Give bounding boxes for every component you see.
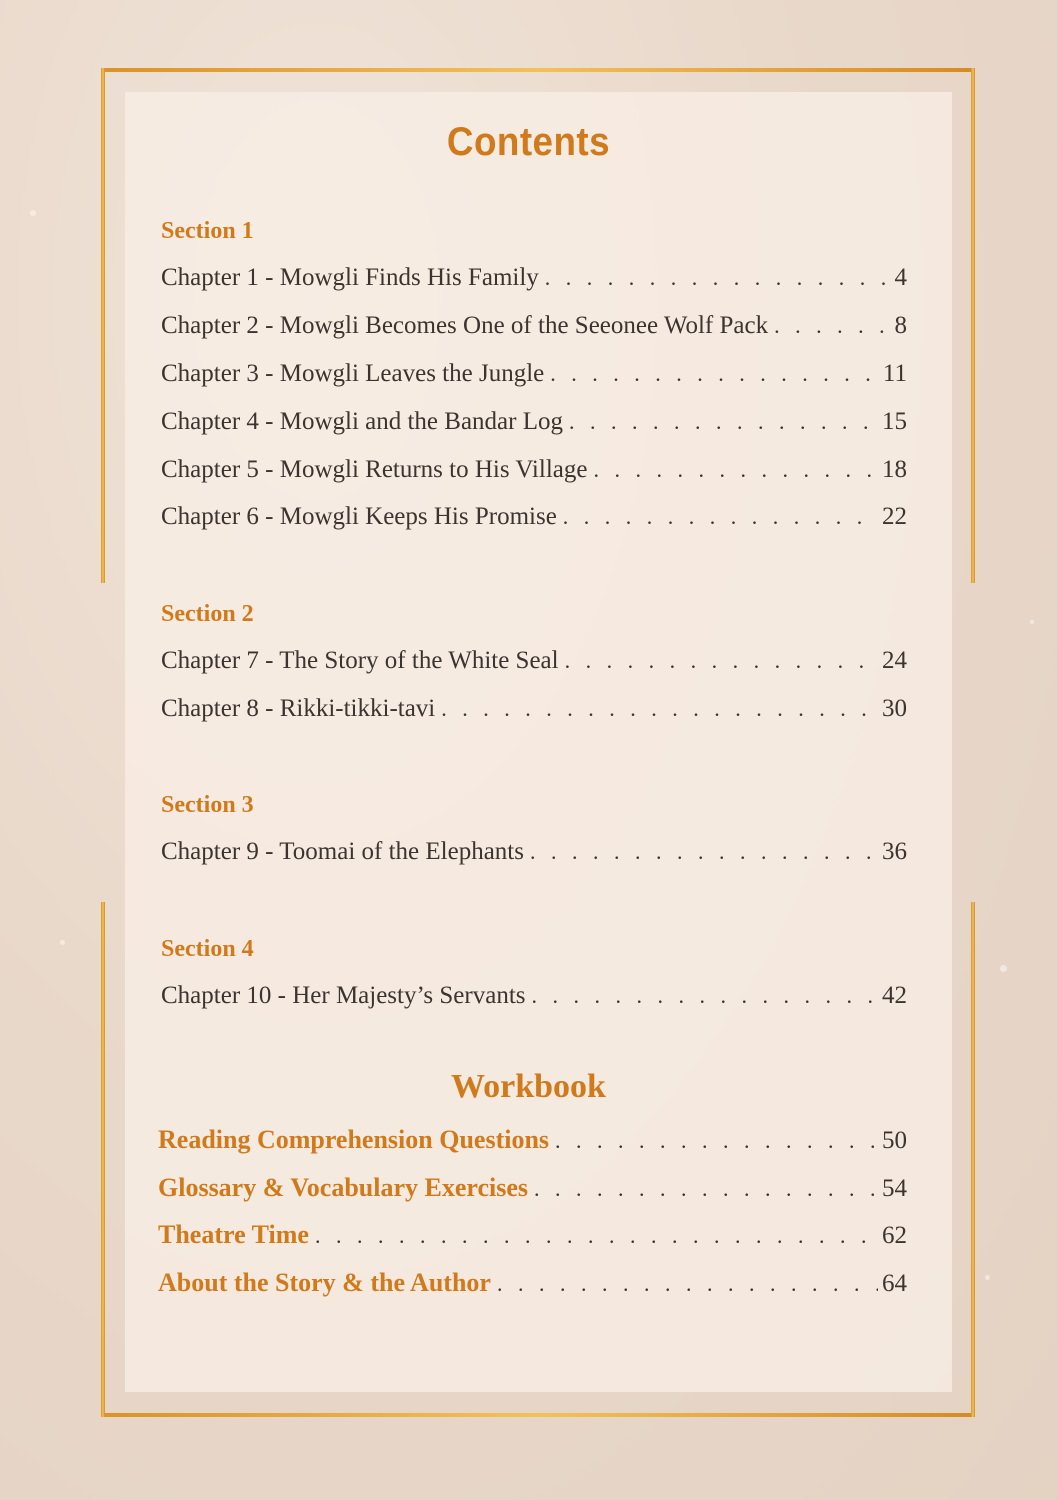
toc-entry-page: 8 xyxy=(894,312,907,339)
dot-leader xyxy=(534,1176,878,1202)
background-speck xyxy=(30,210,36,216)
dot-leader xyxy=(315,1223,878,1249)
toc-entry-label: Chapter 8 - Rikki-tikki-tavi xyxy=(161,695,436,722)
workbook-entry-page: 50 xyxy=(882,1127,907,1154)
toc-entry-label: Chapter 5 - Mowgli Returns to His Village xyxy=(161,456,588,483)
frame-bottom-border xyxy=(101,1413,975,1417)
dot-leader xyxy=(593,457,878,483)
dot-leader xyxy=(441,696,878,722)
dot-leader xyxy=(565,648,878,674)
section-heading: Section 2 xyxy=(161,601,254,627)
toc-entry[interactable] xyxy=(161,695,907,727)
toc-entry-label: Chapter 6 - Mowgli Keeps His Promise xyxy=(161,503,557,530)
toc-entry-page: 15 xyxy=(882,408,907,435)
toc-entry-label: Chapter 9 - Toomai of the Elephants xyxy=(161,838,524,865)
toc-entry[interactable] xyxy=(161,360,907,392)
workbook-entry[interactable] xyxy=(158,1268,907,1300)
toc-entry-page: 4 xyxy=(894,264,907,291)
background-speck xyxy=(60,940,65,945)
dot-leader xyxy=(497,1271,878,1297)
dot-leader xyxy=(545,265,891,291)
dot-leader xyxy=(530,839,878,865)
workbook-entry-label: Glossary & Vocabulary Exercises xyxy=(158,1173,529,1202)
workbook-entry-label: About the Story & the Author xyxy=(158,1268,491,1297)
toc-entry-label: Chapter 2 - Mowgli Becomes One of the Seeonee Wolf Pack xyxy=(161,312,769,339)
frame-right-lower-border xyxy=(971,902,975,1417)
toc-entry[interactable] xyxy=(161,456,907,488)
dot-leader xyxy=(569,409,878,435)
toc-entry-page: 42 xyxy=(882,982,907,1009)
workbook-entry-page: 64 xyxy=(882,1270,907,1297)
toc-entry-label: Chapter 7 - The Story of the White Seal xyxy=(161,647,559,674)
toc-entry-page: 24 xyxy=(882,647,907,674)
dot-leader xyxy=(563,504,878,530)
toc-entry[interactable] xyxy=(161,408,907,440)
workbook-entry-label: Reading Comprehension Questions xyxy=(158,1125,550,1154)
frame-left-lower-border xyxy=(101,902,105,1417)
workbook-heading: Workbook xyxy=(451,1068,606,1105)
workbook-entry-label: Theatre Time xyxy=(158,1220,309,1249)
section-heading: Section 4 xyxy=(161,936,254,962)
toc-entry-page: 36 xyxy=(882,838,907,865)
dot-leader xyxy=(532,983,878,1009)
dot-leader xyxy=(774,313,890,339)
toc-entry[interactable] xyxy=(161,312,907,344)
section-heading: Section 3 xyxy=(161,792,254,818)
background-speck xyxy=(1030,620,1034,624)
toc-entry[interactable] xyxy=(161,982,907,1014)
toc-entry-page: 11 xyxy=(882,360,907,387)
toc-entry[interactable] xyxy=(161,264,907,296)
toc-entry-label: Chapter 3 - Mowgli Leaves the Jungle xyxy=(161,360,545,387)
dot-leader xyxy=(550,361,879,387)
workbook-entry[interactable] xyxy=(158,1220,907,1252)
workbook-entry[interactable] xyxy=(158,1173,907,1205)
toc-entry-page: 22 xyxy=(882,503,907,530)
section-heading: Section 1 xyxy=(161,218,254,244)
toc-entry[interactable] xyxy=(161,647,907,679)
toc-entry-label: Chapter 1 - Mowgli Finds His Family xyxy=(161,264,539,291)
toc-entry[interactable] xyxy=(161,838,907,870)
workbook-entry-page: 54 xyxy=(882,1175,907,1202)
toc-entry[interactable] xyxy=(161,503,907,535)
workbook-entry[interactable] xyxy=(158,1125,907,1157)
background-speck xyxy=(985,1275,990,1280)
toc-entry-page: 30 xyxy=(882,695,907,722)
toc-entry-label: Chapter 4 - Mowgli and the Bandar Log xyxy=(161,408,563,435)
background-speck xyxy=(1000,965,1007,972)
page-title: Contents xyxy=(446,120,611,164)
frame-top-border xyxy=(101,68,975,72)
dot-leader xyxy=(555,1128,878,1154)
toc-entry-label: Chapter 10 - Her Majesty’s Servants xyxy=(161,982,526,1009)
workbook-entry-page: 62 xyxy=(882,1222,907,1249)
toc-entry-page: 18 xyxy=(882,456,907,483)
